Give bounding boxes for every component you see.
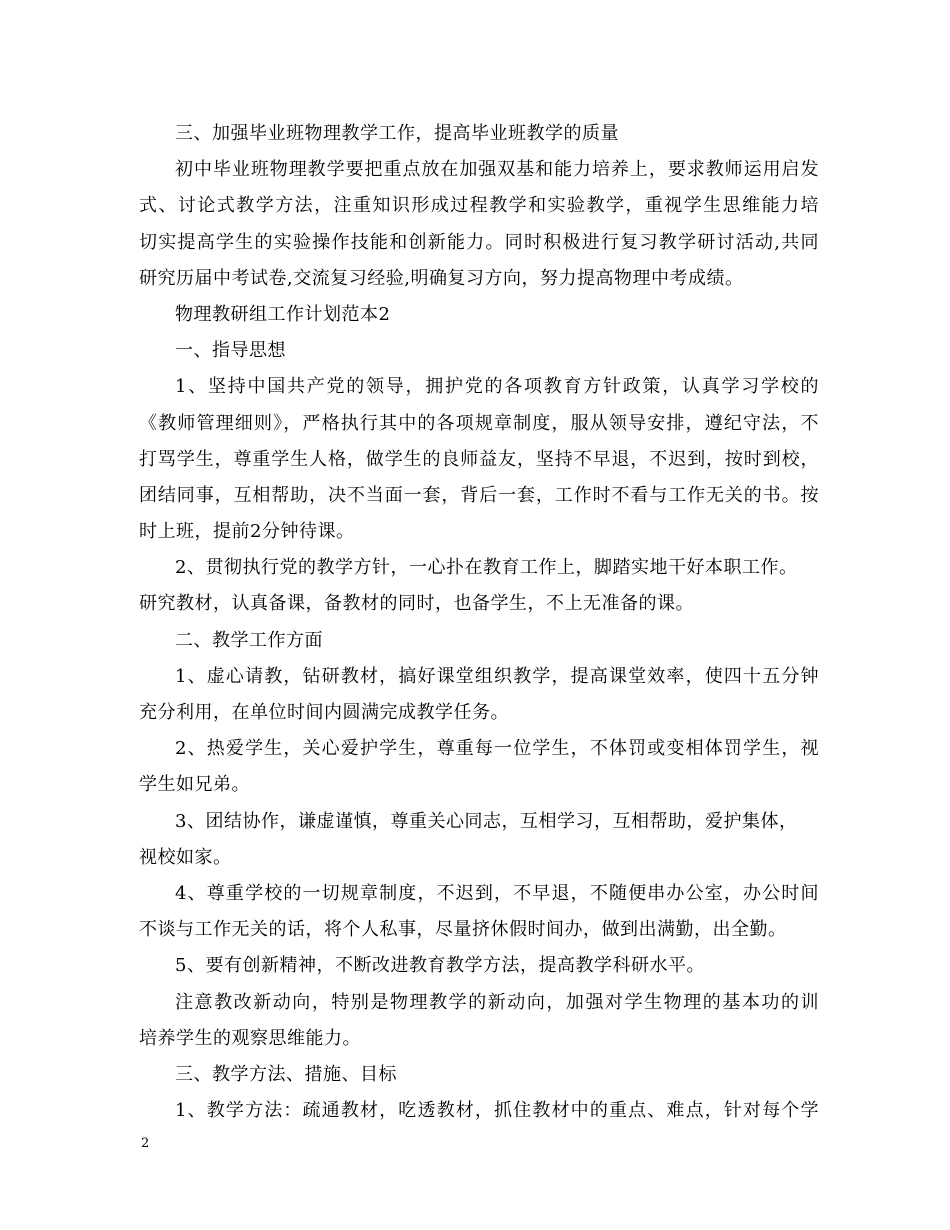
paragraph-line: 初中毕业班物理教学要把重点放在加强双基和能力培养上，要求教师运用启发 bbox=[175, 159, 819, 181]
paragraph-line: 4、尊重学校的一切规章制度，不迟到，不早退，不随便串办公室，办公时间 bbox=[175, 882, 819, 904]
paragraph-line: 1、虚心请教，钻研教材，搞好课堂组织教学，提高课堂效率，使四十五分钟 bbox=[175, 665, 819, 687]
section-heading-teaching-work: 二、教学工作方面 bbox=[175, 629, 323, 651]
paragraph-line: 时上班，提前2分钟待课。 bbox=[139, 521, 355, 543]
paragraph-line: 研究历届中考试卷,交流复习经验,明确复习方向，努力提高物理中考成绩。 bbox=[139, 267, 744, 289]
paragraph-line: 注意教改新动向，特别是物理教学的新动向，加强对学生物理的基本功的训 bbox=[175, 991, 819, 1013]
paragraph-line: 团结同事，互相帮助，决不当面一套，背后一套，工作时不看与工作无关的书。按 bbox=[139, 484, 819, 506]
section-heading-teaching-methods: 三、教学方法、措施、目标 bbox=[175, 1063, 397, 1085]
paragraph-line: 2、热爱学生，关心爱护学生，尊重每一位学生，不体罚或变相体罚学生，视 bbox=[175, 738, 819, 760]
page-number: 2 bbox=[141, 1136, 150, 1151]
paragraph-line: 切实提高学生的实验操作技能和创新能力。同时积极进行复习教学研讨活动,共同 bbox=[139, 231, 819, 253]
paragraph-line: 研究教材，认真备课，备教材的同时，也备学生，不上无准备的课。 bbox=[139, 593, 694, 615]
paragraph-line: 式、讨论式教学方法，注重知识形成过程教学和实验教学，重视学生思维能力培 bbox=[139, 195, 819, 217]
paragraph-line: 《教师管理细则》，严格执行其中的各项规章制度，服从领导安排，遵纪守法，不 bbox=[139, 412, 819, 434]
document-body bbox=[139, 116, 819, 1129]
paragraph-line: 5、要有创新精神，不断改进教育教学方法，提高教学科研水平。 bbox=[175, 955, 705, 977]
paragraph-line: 学生如兄弟。 bbox=[139, 774, 250, 796]
section-heading-graduating-class: 三、加强毕业班物理教学工作，提高毕业班教学的质量 bbox=[175, 123, 619, 144]
paragraph-line: 打骂学生，尊重学生人格，做学生的良师益友，坚持不早退，不迟到，按时到校， bbox=[139, 448, 819, 470]
paragraph-line: 不谈与工作无关的话，将个人私事，尽量挤休假时间办，做到出满勤，出全勤。 bbox=[139, 919, 787, 941]
paragraph-line: 1、坚持中国共产党的领导，拥护党的各项教育方针政策，认真学习学校的 bbox=[175, 376, 819, 398]
document-subtitle: 物理教研组工作计划范本2 bbox=[175, 303, 391, 325]
paragraph-line: 3、团结协作，谦虚谨慎，尊重关心同志，互相学习，互相帮助，爱护集体， bbox=[175, 810, 798, 832]
paragraph-line: 视校如家。 bbox=[139, 846, 232, 868]
paragraph-line: 2、贯彻执行党的教学方针，一心扑在教育工作上，脚踏实地干好本职工作。 bbox=[175, 557, 798, 579]
section-heading-guiding-ideology: 一、指导思想 bbox=[175, 340, 286, 362]
paragraph-line: 1、教学方法：疏通教材，吃透教材，抓住教材中的重点、难点，针对每个学 bbox=[175, 1100, 819, 1122]
paragraph-line: 充分利用，在单位时间内圆满完成教学任务。 bbox=[139, 702, 509, 723]
paragraph-line: 培养学生的观察思维能力。 bbox=[139, 1027, 361, 1049]
